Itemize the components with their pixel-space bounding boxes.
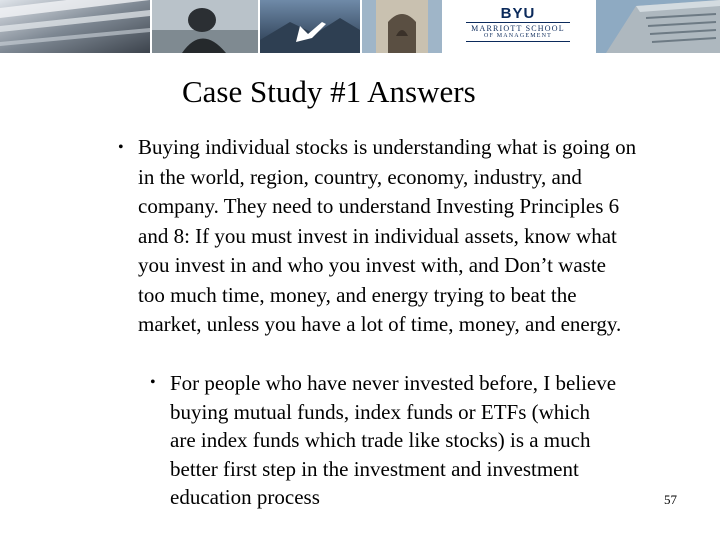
bullet-marker: • (118, 139, 124, 156)
byu-marriott-logo (444, 0, 592, 53)
banner-photo-bell-tower (362, 0, 442, 53)
banner-photo-tanner-building (596, 0, 720, 53)
bullet-text: Buying individual stocks is understanding what is going on in the world, region, country, economy, industry, and company. They need to understand Investing Principles 6 and 8: If you must invest in individual assets, know what you invest in and who you invest with, and Don’t waste too much time, money, and energy trying to beat the market, unless you have a lot of time, money, and energy. (138, 135, 637, 336)
logo-byu-text: BYU (500, 5, 536, 22)
logo-rule-bottom (466, 41, 570, 42)
sub-bullet-marker: • (150, 374, 156, 391)
logo-management-text: OF MANAGEMENT (483, 33, 553, 39)
bullet-level-2 (150, 369, 620, 512)
logo-school-text: MARRIOTT SCHOOL (471, 24, 565, 33)
slide-title: Case Study #1 Answers (182, 74, 476, 109)
bullet-level-1 (118, 133, 638, 340)
sub-bullet-text: For people who have never invested before, I believe buying mutual funds, index funds or ETFs (which are index funds which trade like stocks) is a much better first step in the investment and investment education process (170, 371, 617, 509)
page-number: 57 (664, 492, 677, 507)
banner-photo-building (0, 0, 150, 53)
header-banner (0, 0, 720, 55)
banner-photo-y-mountain (260, 0, 360, 53)
banner-photo-statue (152, 0, 258, 53)
logo-rule-top (466, 22, 570, 23)
